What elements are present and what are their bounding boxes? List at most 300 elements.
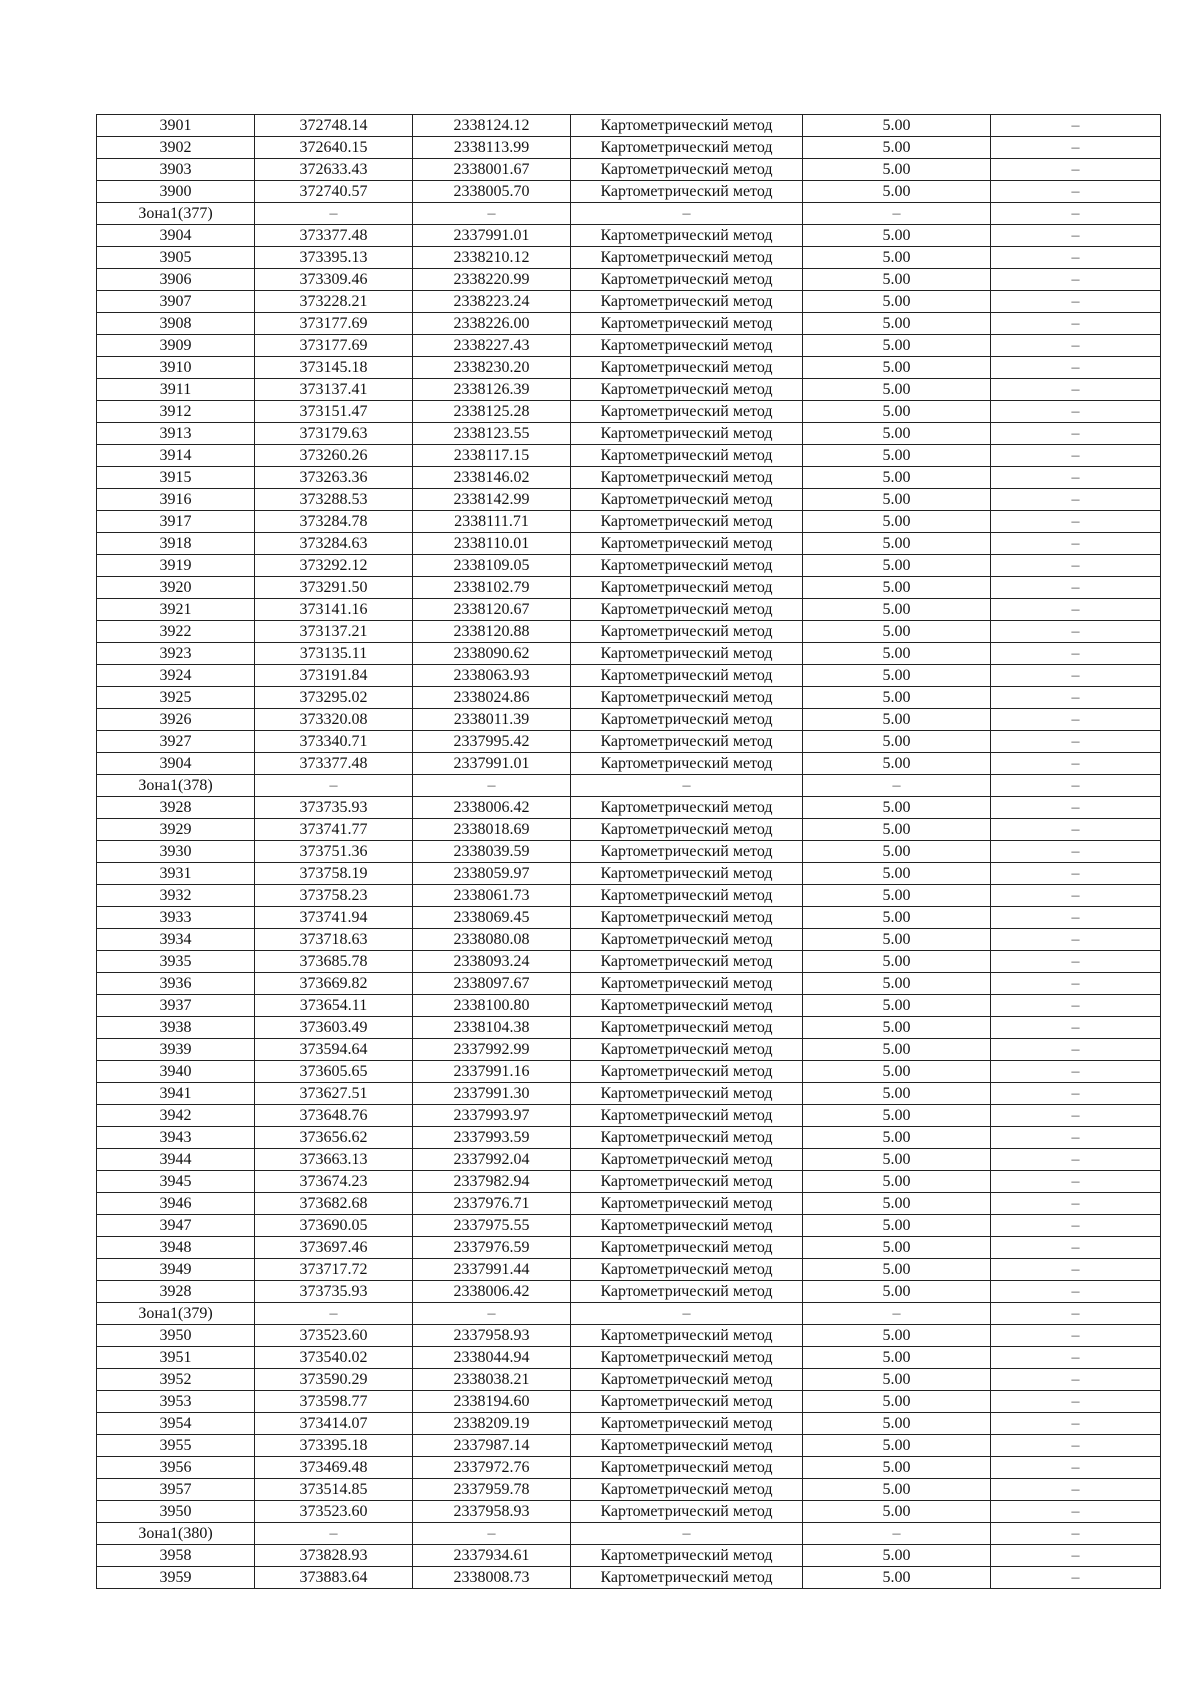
y-coordinate-cell: 2338126.39 — [413, 379, 571, 401]
x-coordinate-cell: 373469.48 — [255, 1457, 413, 1479]
point-id-cell: 3910 — [97, 357, 255, 379]
table-row — [97, 1501, 1161, 1523]
y-coordinate-cell: 2338006.42 — [413, 1281, 571, 1303]
point-id-cell: 3917 — [97, 511, 255, 533]
accuracy-cell: – — [803, 1303, 991, 1325]
x-coordinate-cell: 373758.19 — [255, 863, 413, 885]
x-coordinate-cell: 372633.43 — [255, 159, 413, 181]
table-row — [97, 1149, 1161, 1171]
point-id-cell: 3953 — [97, 1391, 255, 1413]
table-row — [97, 665, 1161, 687]
y-coordinate-cell: 2338124.12 — [413, 115, 571, 137]
note-cell: – — [991, 269, 1161, 291]
y-coordinate-cell: 2337959.78 — [413, 1479, 571, 1501]
note-cell: – — [991, 445, 1161, 467]
y-coordinate-cell: – — [413, 203, 571, 225]
x-coordinate-cell: 373741.77 — [255, 819, 413, 841]
method-cell: Картометрический метод — [571, 1105, 803, 1127]
coordinates-table-body — [97, 115, 1161, 1589]
accuracy-cell: 5.00 — [803, 665, 991, 687]
method-cell: Картометрический метод — [571, 225, 803, 247]
method-cell: Картометрический метод — [571, 621, 803, 643]
note-cell: – — [991, 1259, 1161, 1281]
method-cell: Картометрический метод — [571, 357, 803, 379]
y-coordinate-cell: 2338111.71 — [413, 511, 571, 533]
accuracy-cell: 5.00 — [803, 1105, 991, 1127]
table-row — [97, 291, 1161, 313]
method-cell: Картометрический метод — [571, 1413, 803, 1435]
accuracy-cell: 5.00 — [803, 621, 991, 643]
x-coordinate-cell: – — [255, 1523, 413, 1545]
method-cell: Картометрический метод — [571, 1391, 803, 1413]
x-coordinate-cell: 373540.02 — [255, 1347, 413, 1369]
x-coordinate-cell: 373590.29 — [255, 1369, 413, 1391]
method-cell: Картометрический метод — [571, 335, 803, 357]
x-coordinate-cell: 373741.94 — [255, 907, 413, 929]
accuracy-cell: 5.00 — [803, 819, 991, 841]
point-id-cell: 3947 — [97, 1215, 255, 1237]
accuracy-cell: 5.00 — [803, 599, 991, 621]
zone-header-row — [97, 203, 1161, 225]
accuracy-cell: 5.00 — [803, 1325, 991, 1347]
y-coordinate-cell: 2338110.01 — [413, 533, 571, 555]
note-cell: – — [991, 335, 1161, 357]
note-cell: – — [991, 489, 1161, 511]
point-id-cell: 3920 — [97, 577, 255, 599]
x-coordinate-cell: 373594.64 — [255, 1039, 413, 1061]
y-coordinate-cell: 2337992.99 — [413, 1039, 571, 1061]
accuracy-cell: 5.00 — [803, 225, 991, 247]
point-id-cell: 3957 — [97, 1479, 255, 1501]
point-id-cell: 3918 — [97, 533, 255, 555]
point-id-cell: 3946 — [97, 1193, 255, 1215]
point-id-cell: 3958 — [97, 1545, 255, 1567]
x-coordinate-cell: 373603.49 — [255, 1017, 413, 1039]
y-coordinate-cell: 2337987.14 — [413, 1435, 571, 1457]
note-cell: – — [991, 313, 1161, 335]
method-cell: Картометрический метод — [571, 841, 803, 863]
point-id-cell: 3914 — [97, 445, 255, 467]
note-cell: – — [991, 819, 1161, 841]
x-coordinate-cell: 373627.51 — [255, 1083, 413, 1105]
point-id-cell: 3931 — [97, 863, 255, 885]
method-cell: Картометрический метод — [571, 511, 803, 533]
note-cell: – — [991, 291, 1161, 313]
y-coordinate-cell: 2338005.70 — [413, 181, 571, 203]
accuracy-cell: 5.00 — [803, 929, 991, 951]
accuracy-cell: – — [803, 203, 991, 225]
accuracy-cell: 5.00 — [803, 577, 991, 599]
zone-label-cell: Зона1(379) — [97, 1303, 255, 1325]
accuracy-cell: 5.00 — [803, 357, 991, 379]
accuracy-cell: 5.00 — [803, 687, 991, 709]
point-id-cell: 3916 — [97, 489, 255, 511]
y-coordinate-cell: 2338044.94 — [413, 1347, 571, 1369]
table-row — [97, 1413, 1161, 1435]
table-row — [97, 379, 1161, 401]
point-id-cell: 3956 — [97, 1457, 255, 1479]
y-coordinate-cell: 2337991.44 — [413, 1259, 571, 1281]
x-coordinate-cell: 373295.02 — [255, 687, 413, 709]
zone-label-cell: Зона1(380) — [97, 1523, 255, 1545]
table-row — [97, 247, 1161, 269]
x-coordinate-cell: 373137.21 — [255, 621, 413, 643]
table-row — [97, 555, 1161, 577]
point-id-cell: 3924 — [97, 665, 255, 687]
x-coordinate-cell: 373151.47 — [255, 401, 413, 423]
accuracy-cell: 5.00 — [803, 753, 991, 775]
x-coordinate-cell: 373605.65 — [255, 1061, 413, 1083]
x-coordinate-cell: 373523.60 — [255, 1325, 413, 1347]
accuracy-cell: 5.00 — [803, 709, 991, 731]
accuracy-cell: 5.00 — [803, 1039, 991, 1061]
x-coordinate-cell: 372740.57 — [255, 181, 413, 203]
x-coordinate-cell: 373514.85 — [255, 1479, 413, 1501]
table-row — [97, 731, 1161, 753]
y-coordinate-cell: 2338093.24 — [413, 951, 571, 973]
y-coordinate-cell: – — [413, 775, 571, 797]
table-row — [97, 225, 1161, 247]
table-row — [97, 1259, 1161, 1281]
table-row — [97, 1215, 1161, 1237]
table-row — [97, 335, 1161, 357]
x-coordinate-cell: 373414.07 — [255, 1413, 413, 1435]
note-cell: – — [991, 1237, 1161, 1259]
zone-header-row — [97, 1523, 1161, 1545]
x-coordinate-cell: 373141.16 — [255, 599, 413, 621]
point-id-cell: 3901 — [97, 115, 255, 137]
y-coordinate-cell: 2338059.97 — [413, 863, 571, 885]
point-id-cell: 3904 — [97, 225, 255, 247]
y-coordinate-cell: 2338117.15 — [413, 445, 571, 467]
point-id-cell: 3908 — [97, 313, 255, 335]
x-coordinate-cell: 372748.14 — [255, 115, 413, 137]
method-cell: Картометрический метод — [571, 1501, 803, 1523]
table-row — [97, 1237, 1161, 1259]
x-coordinate-cell: 373137.41 — [255, 379, 413, 401]
method-cell: Картометрический метод — [571, 555, 803, 577]
accuracy-cell: 5.00 — [803, 907, 991, 929]
x-coordinate-cell: 373191.84 — [255, 665, 413, 687]
method-cell: Картометрический метод — [571, 401, 803, 423]
point-id-cell: 3934 — [97, 929, 255, 951]
x-coordinate-cell: 372640.15 — [255, 137, 413, 159]
x-coordinate-cell: 373690.05 — [255, 1215, 413, 1237]
note-cell: – — [991, 533, 1161, 555]
accuracy-cell: 5.00 — [803, 1259, 991, 1281]
point-id-cell: 3909 — [97, 335, 255, 357]
point-id-cell: 3928 — [97, 1281, 255, 1303]
y-coordinate-cell: 2338223.24 — [413, 291, 571, 313]
x-coordinate-cell: 373697.46 — [255, 1237, 413, 1259]
note-cell: – — [991, 1215, 1161, 1237]
table-row — [97, 1171, 1161, 1193]
accuracy-cell: 5.00 — [803, 1369, 991, 1391]
x-coordinate-cell: 373284.63 — [255, 533, 413, 555]
note-cell: – — [991, 1083, 1161, 1105]
y-coordinate-cell: 2337958.93 — [413, 1501, 571, 1523]
y-coordinate-cell: 2338226.00 — [413, 313, 571, 335]
note-cell: – — [991, 467, 1161, 489]
method-cell: Картометрический метод — [571, 577, 803, 599]
note-cell: – — [991, 687, 1161, 709]
method-cell: Картометрический метод — [571, 379, 803, 401]
accuracy-cell: 5.00 — [803, 1567, 991, 1589]
x-coordinate-cell: 373758.23 — [255, 885, 413, 907]
table-row — [97, 1435, 1161, 1457]
table-row — [97, 1369, 1161, 1391]
method-cell: Картометрический метод — [571, 247, 803, 269]
note-cell: – — [991, 973, 1161, 995]
point-id-cell: 3950 — [97, 1325, 255, 1347]
table-row — [97, 1545, 1161, 1567]
y-coordinate-cell: 2338142.99 — [413, 489, 571, 511]
y-coordinate-cell: 2337982.94 — [413, 1171, 571, 1193]
point-id-cell: 3928 — [97, 797, 255, 819]
method-cell: Картометрический метод — [571, 665, 803, 687]
x-coordinate-cell: 373654.11 — [255, 995, 413, 1017]
method-cell: Картометрический метод — [571, 1457, 803, 1479]
x-coordinate-cell: 373648.76 — [255, 1105, 413, 1127]
y-coordinate-cell: 2338220.99 — [413, 269, 571, 291]
method-cell: Картометрический метод — [571, 1149, 803, 1171]
accuracy-cell: 5.00 — [803, 643, 991, 665]
point-id-cell: 3932 — [97, 885, 255, 907]
accuracy-cell: 5.00 — [803, 115, 991, 137]
note-cell: – — [991, 1501, 1161, 1523]
accuracy-cell: 5.00 — [803, 313, 991, 335]
point-id-cell: 3925 — [97, 687, 255, 709]
table-row — [97, 1457, 1161, 1479]
x-coordinate-cell: 373177.69 — [255, 313, 413, 335]
accuracy-cell: 5.00 — [803, 533, 991, 555]
zone-label-cell: Зона1(377) — [97, 203, 255, 225]
x-coordinate-cell: 373718.63 — [255, 929, 413, 951]
point-id-cell: 3945 — [97, 1171, 255, 1193]
table-row — [97, 599, 1161, 621]
x-coordinate-cell: 373292.12 — [255, 555, 413, 577]
y-coordinate-cell: 2338008.73 — [413, 1567, 571, 1589]
note-cell: – — [991, 951, 1161, 973]
y-coordinate-cell: 2338109.05 — [413, 555, 571, 577]
point-id-cell: 3950 — [97, 1501, 255, 1523]
y-coordinate-cell: 2337934.61 — [413, 1545, 571, 1567]
accuracy-cell: 5.00 — [803, 1083, 991, 1105]
point-id-cell: 3944 — [97, 1149, 255, 1171]
note-cell: – — [991, 841, 1161, 863]
note-cell: – — [991, 621, 1161, 643]
accuracy-cell: 5.00 — [803, 1193, 991, 1215]
accuracy-cell: 5.00 — [803, 159, 991, 181]
accuracy-cell: 5.00 — [803, 1457, 991, 1479]
x-coordinate-cell: 373145.18 — [255, 357, 413, 379]
method-cell: Картометрический метод — [571, 137, 803, 159]
x-coordinate-cell: 373291.50 — [255, 577, 413, 599]
accuracy-cell: 5.00 — [803, 1545, 991, 1567]
y-coordinate-cell: 2338024.86 — [413, 687, 571, 709]
zone-header-row — [97, 775, 1161, 797]
accuracy-cell: 5.00 — [803, 951, 991, 973]
accuracy-cell: 5.00 — [803, 247, 991, 269]
x-coordinate-cell: 373377.48 — [255, 753, 413, 775]
point-id-cell: 3948 — [97, 1237, 255, 1259]
point-id-cell: 3906 — [97, 269, 255, 291]
y-coordinate-cell: 2337993.97 — [413, 1105, 571, 1127]
y-coordinate-cell: 2338039.59 — [413, 841, 571, 863]
method-cell: Картометрический метод — [571, 1545, 803, 1567]
x-coordinate-cell: 373717.72 — [255, 1259, 413, 1281]
method-cell: Картометрический метод — [571, 709, 803, 731]
table-row — [97, 181, 1161, 203]
x-coordinate-cell: 373288.53 — [255, 489, 413, 511]
y-coordinate-cell: 2338113.99 — [413, 137, 571, 159]
note-cell: – — [991, 1413, 1161, 1435]
y-coordinate-cell: 2338194.60 — [413, 1391, 571, 1413]
method-cell: Картометрический метод — [571, 1039, 803, 1061]
y-coordinate-cell: 2337958.93 — [413, 1325, 571, 1347]
table-row — [97, 115, 1161, 137]
method-cell: Картометрический метод — [571, 159, 803, 181]
table-row — [97, 269, 1161, 291]
y-coordinate-cell: 2338006.42 — [413, 797, 571, 819]
note-cell: – — [991, 379, 1161, 401]
accuracy-cell: 5.00 — [803, 1347, 991, 1369]
point-id-cell: 3937 — [97, 995, 255, 1017]
y-coordinate-cell: 2338097.67 — [413, 973, 571, 995]
x-coordinate-cell: 373284.78 — [255, 511, 413, 533]
table-row — [97, 643, 1161, 665]
y-coordinate-cell: 2338090.62 — [413, 643, 571, 665]
x-coordinate-cell: 373685.78 — [255, 951, 413, 973]
method-cell: Картометрический метод — [571, 1237, 803, 1259]
point-id-cell: 3930 — [97, 841, 255, 863]
accuracy-cell: 5.00 — [803, 995, 991, 1017]
table-row — [97, 423, 1161, 445]
method-cell: Картометрический метод — [571, 445, 803, 467]
note-cell: – — [991, 1567, 1161, 1589]
point-id-cell: 3915 — [97, 467, 255, 489]
point-id-cell: 3911 — [97, 379, 255, 401]
x-coordinate-cell: 373656.62 — [255, 1127, 413, 1149]
table-row — [97, 687, 1161, 709]
y-coordinate-cell: 2338230.20 — [413, 357, 571, 379]
note-cell: – — [991, 1149, 1161, 1171]
accuracy-cell: 5.00 — [803, 181, 991, 203]
table-row — [97, 841, 1161, 863]
y-coordinate-cell: 2337975.55 — [413, 1215, 571, 1237]
accuracy-cell: 5.00 — [803, 1237, 991, 1259]
method-cell: Картометрический метод — [571, 467, 803, 489]
x-coordinate-cell: 373309.46 — [255, 269, 413, 291]
point-id-cell: 3922 — [97, 621, 255, 643]
point-id-cell: 3949 — [97, 1259, 255, 1281]
table-row — [97, 797, 1161, 819]
note-cell: – — [991, 1281, 1161, 1303]
y-coordinate-cell: 2338209.19 — [413, 1413, 571, 1435]
table-row — [97, 995, 1161, 1017]
accuracy-cell: 5.00 — [803, 1061, 991, 1083]
x-coordinate-cell: 373340.71 — [255, 731, 413, 753]
y-coordinate-cell: 2338227.43 — [413, 335, 571, 357]
method-cell: Картометрический метод — [571, 1369, 803, 1391]
point-id-cell: 3926 — [97, 709, 255, 731]
x-coordinate-cell: – — [255, 775, 413, 797]
note-cell: – — [991, 577, 1161, 599]
point-id-cell: 3942 — [97, 1105, 255, 1127]
table-row — [97, 1039, 1161, 1061]
method-cell: Картометрический метод — [571, 1567, 803, 1589]
method-cell: Картометрический метод — [571, 1347, 803, 1369]
table-row — [97, 1193, 1161, 1215]
point-id-cell: 3912 — [97, 401, 255, 423]
table-row — [97, 159, 1161, 181]
accuracy-cell: 5.00 — [803, 269, 991, 291]
y-coordinate-cell: 2338038.21 — [413, 1369, 571, 1391]
x-coordinate-cell: 373320.08 — [255, 709, 413, 731]
x-coordinate-cell: 373395.13 — [255, 247, 413, 269]
accuracy-cell: 5.00 — [803, 885, 991, 907]
note-cell: – — [991, 1017, 1161, 1039]
y-coordinate-cell: – — [413, 1523, 571, 1545]
note-cell: – — [991, 775, 1161, 797]
x-coordinate-cell: 373260.26 — [255, 445, 413, 467]
accuracy-cell: 5.00 — [803, 1501, 991, 1523]
point-id-cell: 3913 — [97, 423, 255, 445]
note-cell: – — [991, 511, 1161, 533]
method-cell: – — [571, 1303, 803, 1325]
method-cell: Картометрический метод — [571, 973, 803, 995]
table-row — [97, 1281, 1161, 1303]
note-cell: – — [991, 115, 1161, 137]
point-id-cell: 3943 — [97, 1127, 255, 1149]
table-row — [97, 1325, 1161, 1347]
accuracy-cell: 5.00 — [803, 1017, 991, 1039]
y-coordinate-cell: 2337992.04 — [413, 1149, 571, 1171]
accuracy-cell: 5.00 — [803, 1413, 991, 1435]
note-cell: – — [991, 181, 1161, 203]
note-cell: – — [991, 203, 1161, 225]
coordinates-table — [96, 114, 1161, 1589]
table-row — [97, 907, 1161, 929]
note-cell: – — [991, 423, 1161, 445]
accuracy-cell: 5.00 — [803, 1149, 991, 1171]
point-id-cell: 3938 — [97, 1017, 255, 1039]
x-coordinate-cell: 373177.69 — [255, 335, 413, 357]
note-cell: – — [991, 995, 1161, 1017]
note-cell: – — [991, 731, 1161, 753]
method-cell: Картометрический метод — [571, 1325, 803, 1347]
accuracy-cell: – — [803, 775, 991, 797]
table-row — [97, 489, 1161, 511]
table-row — [97, 401, 1161, 423]
note-cell: – — [991, 665, 1161, 687]
table-row — [97, 137, 1161, 159]
note-cell: – — [991, 907, 1161, 929]
table-row — [97, 753, 1161, 775]
y-coordinate-cell: 2337991.01 — [413, 753, 571, 775]
y-coordinate-cell: 2338104.38 — [413, 1017, 571, 1039]
x-coordinate-cell: 373395.18 — [255, 1435, 413, 1457]
method-cell: Картометрический метод — [571, 269, 803, 291]
method-cell: Картометрический метод — [571, 1193, 803, 1215]
method-cell: Картометрический метод — [571, 599, 803, 621]
method-cell: Картометрический метод — [571, 797, 803, 819]
note-cell: – — [991, 137, 1161, 159]
note-cell: – — [991, 1479, 1161, 1501]
method-cell: Картометрический метод — [571, 819, 803, 841]
note-cell: – — [991, 1523, 1161, 1545]
method-cell: Картометрический метод — [571, 643, 803, 665]
